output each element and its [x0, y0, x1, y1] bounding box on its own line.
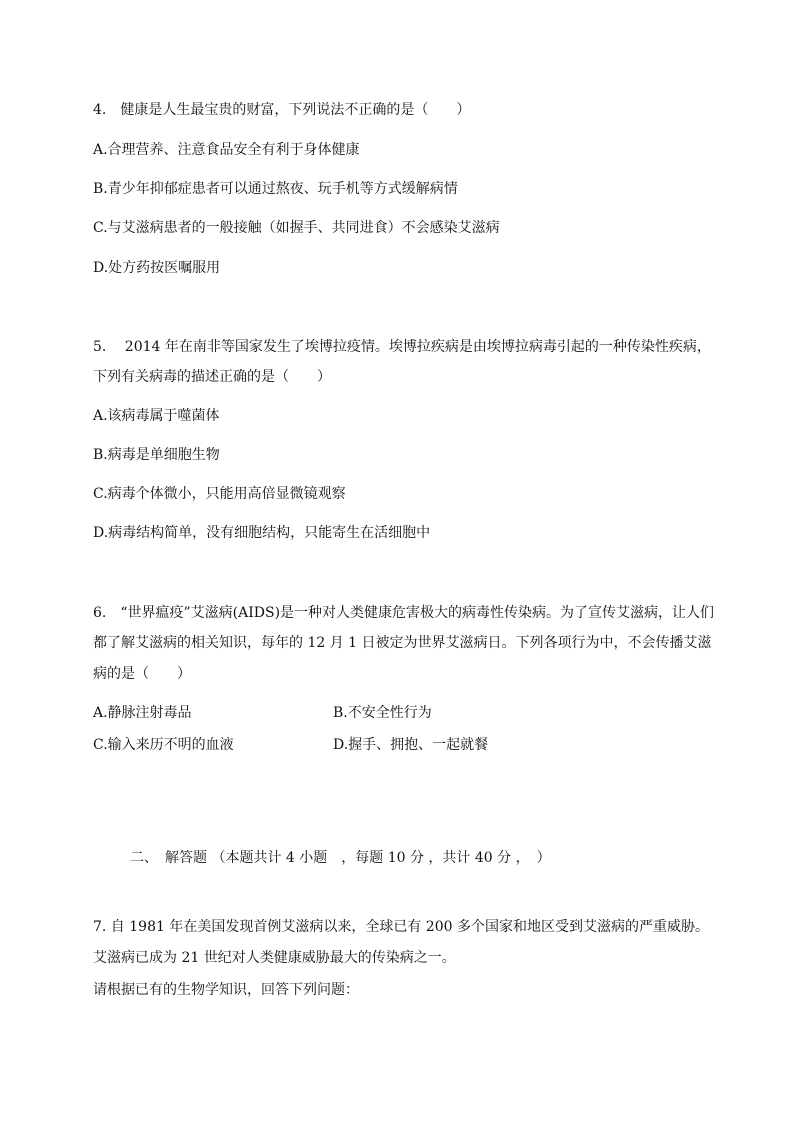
q6-option-c: C.输入来历不明的血液 — [93, 737, 234, 753]
q6-option-a: A.静脉注射毒品 — [93, 705, 192, 721]
q6-stem-line3: 病的是（ ） — [93, 666, 191, 682]
q5-option-c: C.病毒个体微小，只能用高倍显微镜观察 — [93, 486, 346, 502]
q4-option-a: A.合理营养、注意食品安全有利于身体健康 — [93, 142, 360, 158]
q7-line2: 艾滋病已成为 21 世纪对人类健康威胁最大的传染病之一。 — [93, 950, 456, 966]
q5-stem-line2: 下列有关病毒的描述正确的是（ ） — [93, 369, 331, 385]
q5-stem-line1: 5. 2014 年在南非等国家发生了埃博拉疫情。埃博拉疾病是由埃博拉病毒引起的一种传染性疾病， — [93, 339, 711, 355]
q5-option-b: B.病毒是单细胞生物 — [93, 447, 220, 463]
q4-stem: 4. 健康是人生最宝贵的财富，下列说法不正确的是（ ） — [93, 102, 471, 118]
q4-option-c: C.与艾滋病患者的一般接触（如握手、共同进食）不会感染艾滋病 — [93, 220, 500, 236]
q7-line3: 请根据已有的生物学知识，回答下列问题： — [93, 982, 359, 998]
section2-title: 二、 解答题 （本题共计 4 小题 ，每题 10 分 ，共计 40 分 ， ） — [130, 850, 551, 866]
q6-option-d: D.握手、拥抱、一起就餐 — [333, 737, 489, 753]
q5-option-d: D.病毒结构简单，没有细胞结构，只能寄生在活细胞中 — [93, 525, 431, 541]
q4-option-b: B.青少年抑郁症患者可以通过熬夜、玩手机等方式缓解病情 — [93, 181, 458, 197]
q7-line1: 7. 自 1981 年在美国发现首例艾滋病以来，全球已有 200 多个国家和地区受到艾滋病的严重威胁。 — [93, 919, 709, 935]
q6-stem-line2: 都了解艾滋病的相关知识，每年的 12 月 1 日被定为世界艾滋病日。下列各项行为中，不会传播艾滋 — [93, 635, 712, 651]
q6-stem-line1: 6. “世界瘟疫”艾滋病(AIDS)是一种对人类健康危害极大的病毒性传染病。为了宣传艾滋病，让人们 — [93, 605, 715, 621]
q5-option-a: A.该病毒属于噬菌体 — [93, 408, 220, 424]
q4-option-d: D.处方药按医嘱服用 — [93, 260, 221, 276]
q6-option-b: B.不安全性行为 — [333, 705, 432, 721]
